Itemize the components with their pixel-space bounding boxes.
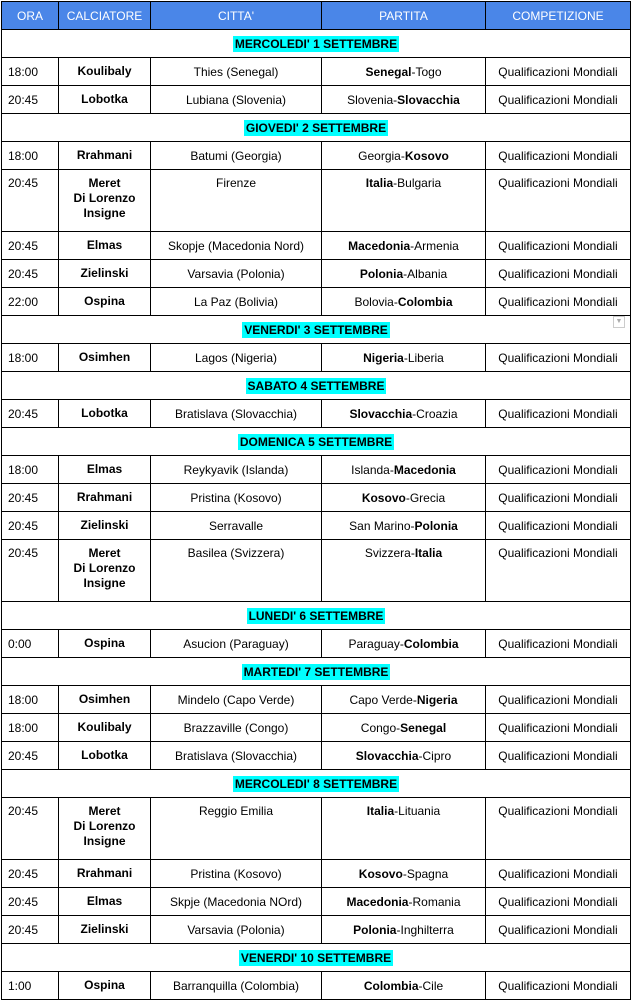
day-header-row: [2, 114, 631, 142]
city-cell: Lubiana (Slovenia): [151, 86, 322, 114]
city-cell: Batumi (Georgia): [151, 142, 322, 170]
competition-cell: Qualificazioni Mondiali: [486, 170, 631, 232]
match-separator: -: [402, 866, 407, 881]
away-team: Cipro: [422, 748, 452, 763]
day-label: LUNEDI' 6 SETTEMBRE: [248, 608, 384, 623]
player-name: Zielinski: [80, 518, 129, 532]
player-name: Koulibaly: [77, 720, 132, 734]
match-separator: -: [396, 922, 401, 937]
competition-cell: Qualificazioni Mondiali: [486, 344, 631, 372]
home-team: Nigeria: [363, 350, 404, 365]
time-cell: 18:00: [2, 686, 59, 714]
match-cell: [322, 888, 486, 916]
competition-cell: Qualificazioni Mondiali: [486, 456, 631, 484]
match-cell: [322, 714, 486, 742]
time-cell: 20:45: [2, 540, 59, 602]
time-cell: 20:45: [2, 86, 59, 114]
home-team: Georgia: [358, 148, 401, 163]
player-cell: [59, 344, 151, 372]
match-separator: -: [393, 176, 398, 190]
player-name: Rrahmani: [76, 866, 133, 880]
match-cell: [322, 798, 486, 860]
home-team: Bolovia: [354, 294, 394, 309]
home-team: Macedonia: [348, 238, 411, 253]
time-cell: 18:00: [2, 456, 59, 484]
match-cell: [322, 260, 486, 288]
city-cell: Bratislava (Slovacchia): [151, 400, 322, 428]
table-row: [2, 232, 631, 260]
match-separator: -: [412, 692, 417, 707]
match-cell: [322, 344, 486, 372]
player-cell: [59, 260, 151, 288]
table-row: [2, 512, 631, 540]
match-separator: -: [394, 804, 399, 818]
day-header-row: [2, 30, 631, 58]
day-header-cell: [2, 658, 631, 686]
table-row: [2, 142, 631, 170]
day-label: MERCOLEDI' 8 SETTEMBRE: [234, 776, 398, 791]
home-team: Kosovo: [358, 866, 403, 881]
day-header-cell: [2, 114, 631, 142]
player-name: Elmas: [86, 894, 123, 908]
city-cell: Pristina (Kosovo): [151, 860, 322, 888]
player-name: Koulibaly: [77, 64, 132, 78]
player-cell: [59, 888, 151, 916]
away-team: Nigeria: [416, 692, 458, 707]
table-row: [2, 686, 631, 714]
dropdown-arrow-icon[interactable]: ▼: [613, 316, 625, 328]
competition-cell: Qualificazioni Mondiali: [486, 972, 631, 1000]
table-row: [2, 86, 631, 114]
home-team: Macedonia: [346, 894, 409, 909]
player-name: Ospina: [84, 636, 125, 650]
city-cell: Mindelo (Capo Verde): [151, 686, 322, 714]
home-team: Kosovo: [361, 490, 406, 505]
table-row: [2, 916, 631, 944]
day-label: MARTEDI' 7 SETTEMBRE: [243, 664, 389, 679]
match-cell: [322, 860, 486, 888]
match-separator: -: [410, 238, 415, 253]
time-cell: 20:45: [2, 512, 59, 540]
table-row: [2, 742, 631, 770]
away-team: Macedonia: [393, 462, 456, 477]
header-calciatore: CALCIATORE: [59, 2, 151, 30]
table-row: [2, 484, 631, 512]
match-separator: -: [408, 894, 413, 909]
competition-cell: Qualificazioni Mondiali: [486, 630, 631, 658]
player-cell: [59, 400, 151, 428]
match-separator: -: [393, 92, 398, 107]
player-name: Lobotka: [81, 406, 128, 420]
player-name: Meret: [88, 546, 121, 560]
table-row: [2, 260, 631, 288]
header-row: [2, 2, 631, 30]
away-team: Togo: [415, 64, 442, 79]
match-separator: -: [405, 490, 410, 505]
home-team: Italia: [365, 176, 394, 190]
table-row: [2, 972, 631, 1000]
table-row: [2, 714, 631, 742]
time-cell: 0:00: [2, 630, 59, 658]
away-team: Cile: [422, 978, 444, 993]
time-cell: 18:00: [2, 58, 59, 86]
competition-cell: Qualificazioni Mondiali: [486, 400, 631, 428]
away-team: Senegal: [400, 720, 447, 735]
time-cell: 22:00: [2, 288, 59, 316]
city-cell: La Paz (Bolivia): [151, 288, 322, 316]
home-team: Slovenia: [347, 92, 394, 107]
city-cell: Skopje (Macedonia Nord): [151, 232, 322, 260]
match-separator: -: [418, 978, 423, 993]
day-header-cell: [2, 770, 631, 798]
player-name: Lobotka: [81, 92, 128, 106]
time-cell: 18:00: [2, 142, 59, 170]
table-row: [2, 170, 631, 232]
player-name: Elmas: [86, 238, 123, 252]
match-cell: [322, 86, 486, 114]
competition-cell: Qualificazioni Mondiali: [486, 58, 631, 86]
player-cell: [59, 860, 151, 888]
time-cell: 18:00: [2, 344, 59, 372]
day-header-row: [2, 944, 631, 972]
day-header-row: [2, 770, 631, 798]
day-label: VENERDI' 10 SETTEMBRE: [240, 950, 392, 965]
player-cell: [59, 484, 151, 512]
player-cell: [59, 742, 151, 770]
away-team: Albania: [407, 266, 448, 281]
player-cell: [59, 916, 151, 944]
city-cell: Pristina (Kosovo): [151, 484, 322, 512]
match-separator: -: [396, 720, 401, 735]
player-name: Lobotka: [81, 748, 128, 762]
match-separator: -: [411, 64, 416, 79]
time-cell: 20:45: [2, 742, 59, 770]
day-header-row: [2, 316, 631, 344]
match-cell: [322, 540, 486, 602]
city-cell: Varsavia (Polonia): [151, 260, 322, 288]
competition-cell: Qualificazioni Mondiali: [486, 232, 631, 260]
day-header-cell: [2, 602, 631, 630]
day-header-row: [2, 428, 631, 456]
player-cell: [59, 540, 151, 602]
table-row: [2, 798, 631, 860]
schedule-table: [1, 1, 631, 1000]
city-cell: Serravalle: [151, 512, 322, 540]
competition-cell: Qualificazioni Mondiali: [486, 142, 631, 170]
player-name: Insigne: [83, 576, 126, 590]
player-name: Rrahmani: [76, 490, 133, 504]
city-cell: Firenze: [151, 170, 322, 232]
player-cell: [59, 170, 151, 232]
home-team: Islanda: [351, 462, 390, 477]
match-separator: -: [410, 546, 415, 560]
player-cell: [59, 86, 151, 114]
schedule-body: [2, 30, 631, 1000]
table-row: [2, 344, 631, 372]
home-team: Capo Verde: [349, 692, 413, 707]
table-row: [2, 888, 631, 916]
away-team: Liberia: [407, 350, 444, 365]
away-team: Italia: [414, 546, 443, 560]
match-cell: [322, 916, 486, 944]
player-name: Meret: [88, 176, 121, 190]
player-cell: [59, 58, 151, 86]
day-label: VENERDI' 3 SETTEMBRE: [244, 322, 388, 337]
competition-cell: Qualificazioni Mondiali: [486, 288, 631, 316]
time-cell: 20:45: [2, 232, 59, 260]
competition-cell: Qualificazioni Mondiali: [486, 484, 631, 512]
time-cell: 20:45: [2, 170, 59, 232]
match-cell: [322, 686, 486, 714]
away-team: Polonia: [414, 518, 458, 533]
player-name: Di Lorenzo: [73, 819, 136, 833]
city-cell: Reykyavik (Islanda): [151, 456, 322, 484]
player-name: Rrahmani: [76, 148, 133, 162]
city-cell: Barranquilla (Colombia): [151, 972, 322, 1000]
player-cell: [59, 288, 151, 316]
away-team: Romania: [412, 894, 461, 909]
table-row: [2, 630, 631, 658]
match-cell: [322, 288, 486, 316]
match-separator: -: [403, 350, 408, 365]
time-cell: 20:45: [2, 798, 59, 860]
table-row: [2, 400, 631, 428]
time-cell: 1:00: [2, 972, 59, 1000]
player-name: Zielinski: [80, 266, 129, 280]
player-cell: [59, 798, 151, 860]
player-name: Zielinski: [80, 922, 129, 936]
player-cell: [59, 630, 151, 658]
away-team: Inghilterra: [400, 922, 454, 937]
table-row: [2, 540, 631, 602]
away-team: Armenia: [414, 238, 459, 253]
match-separator: -: [412, 406, 417, 421]
header-citta: CITTA': [151, 2, 322, 30]
player-cell: [59, 686, 151, 714]
time-cell: 20:45: [2, 484, 59, 512]
home-team: Polonia: [359, 266, 404, 281]
day-header-cell: [2, 30, 631, 58]
away-team: Spagna: [406, 866, 449, 881]
day-header-row: [2, 658, 631, 686]
match-separator: -: [389, 462, 394, 477]
player-name: Ospina: [84, 294, 125, 308]
away-team: Bulgaria: [397, 176, 442, 190]
day-header-row: [2, 602, 631, 630]
competition-cell: Qualificazioni Mondiali: [486, 686, 631, 714]
competition-cell: Qualificazioni Mondiali: [486, 512, 631, 540]
city-cell: Skpje (Macedonia NOrd): [151, 888, 322, 916]
competition-cell: Qualificazioni Mondiali: [486, 714, 631, 742]
player-cell: [59, 142, 151, 170]
city-cell: Varsavia (Polonia): [151, 916, 322, 944]
player-name: Elmas: [86, 462, 123, 476]
competition-cell: Qualificazioni Mondiali: [486, 916, 631, 944]
time-cell: 20:45: [2, 400, 59, 428]
match-cell: [322, 142, 486, 170]
city-cell: Thies (Senegal): [151, 58, 322, 86]
city-cell: Lagos (Nigeria): [151, 344, 322, 372]
player-name: Di Lorenzo: [73, 191, 136, 205]
match-cell: [322, 484, 486, 512]
day-header-row: [2, 372, 631, 400]
competition-cell: Qualificazioni Mondiali: [486, 86, 631, 114]
match-cell: [322, 456, 486, 484]
away-team: Croazia: [416, 406, 458, 421]
home-team: Paraguay: [348, 636, 400, 651]
home-team: Congo: [360, 720, 397, 735]
home-team: Slovacchia: [355, 748, 419, 763]
player-cell: [59, 714, 151, 742]
match-cell: [322, 512, 486, 540]
competition-cell: Qualificazioni Mondiali: [486, 742, 631, 770]
day-label: SABATO 4 SETTEMBRE: [247, 378, 385, 393]
away-team: Grecia: [409, 490, 446, 505]
home-team: Senegal: [365, 64, 412, 79]
player-name: Osimhen: [78, 350, 131, 364]
day-label: GIOVEDI' 2 SETTEMBRE: [245, 120, 387, 135]
player-name: Osimhen: [78, 692, 131, 706]
header-partita: PARTITA: [322, 2, 486, 30]
match-cell: [322, 232, 486, 260]
competition-cell: Qualificazioni Mondiali: [486, 860, 631, 888]
time-cell: 18:00: [2, 714, 59, 742]
away-team: Lituania: [398, 804, 441, 818]
header-ora: ORA: [2, 2, 59, 30]
home-team: San Marino: [349, 518, 411, 533]
time-cell: 20:45: [2, 916, 59, 944]
table-row: [2, 288, 631, 316]
match-cell: [322, 400, 486, 428]
home-team: Colombia: [363, 978, 419, 993]
player-cell: [59, 972, 151, 1000]
match-cell: [322, 742, 486, 770]
time-cell: 20:45: [2, 260, 59, 288]
match-separator: -: [393, 294, 398, 309]
match-cell: [322, 972, 486, 1000]
competition-cell: Qualificazioni Mondiali: [486, 260, 631, 288]
player-name: Insigne: [83, 834, 126, 848]
city-cell: Reggio Emilia: [151, 798, 322, 860]
city-cell: Asucion (Paraguay): [151, 630, 322, 658]
competition-cell: Qualificazioni Mondiali: [486, 540, 631, 602]
table-row: [2, 860, 631, 888]
match-separator: -: [410, 518, 415, 533]
away-team: Colombia: [403, 636, 459, 651]
player-name: Insigne: [83, 206, 126, 220]
day-label: MERCOLEDI' 1 SETTEMBRE: [234, 36, 398, 51]
match-separator: -: [400, 148, 405, 163]
day-label: DOMENICA 5 SETTEMBRE: [239, 434, 393, 449]
player-name: Meret: [88, 804, 121, 818]
away-team: Kosovo: [404, 148, 449, 163]
match-cell: [322, 58, 486, 86]
city-cell: Brazzaville (Congo): [151, 714, 322, 742]
day-header-cell: [2, 944, 631, 972]
player-name: Ospina: [84, 978, 125, 992]
city-cell: Bratislava (Slovacchia): [151, 742, 322, 770]
player-cell: [59, 456, 151, 484]
day-header-cell: [2, 316, 631, 344]
match-separator: -: [418, 748, 423, 763]
time-cell: 20:45: [2, 888, 59, 916]
table-row: [2, 58, 631, 86]
competition-cell: Qualificazioni Mondiali: [486, 798, 631, 860]
competition-cell: Qualificazioni Mondiali: [486, 888, 631, 916]
match-separator: -: [403, 266, 408, 281]
match-separator: -: [399, 636, 404, 651]
away-team: Colombia: [397, 294, 453, 309]
away-team: Slovacchia: [397, 92, 460, 107]
header-competizione: COMPETIZIONE: [486, 2, 631, 30]
day-header-cell: [2, 428, 631, 456]
home-team: Polonia: [353, 922, 397, 937]
home-team: Italia: [366, 804, 395, 818]
table-row: [2, 456, 631, 484]
city-cell: Basilea (Svizzera): [151, 540, 322, 602]
player-name: Di Lorenzo: [73, 561, 136, 575]
match-cell: [322, 170, 486, 232]
home-team: Slovacchia: [349, 406, 413, 421]
time-cell: 20:45: [2, 860, 59, 888]
player-cell: [59, 512, 151, 540]
player-cell: [59, 232, 151, 260]
day-header-cell: [2, 372, 631, 400]
home-team: Svizzera: [364, 546, 411, 560]
match-cell: [322, 630, 486, 658]
